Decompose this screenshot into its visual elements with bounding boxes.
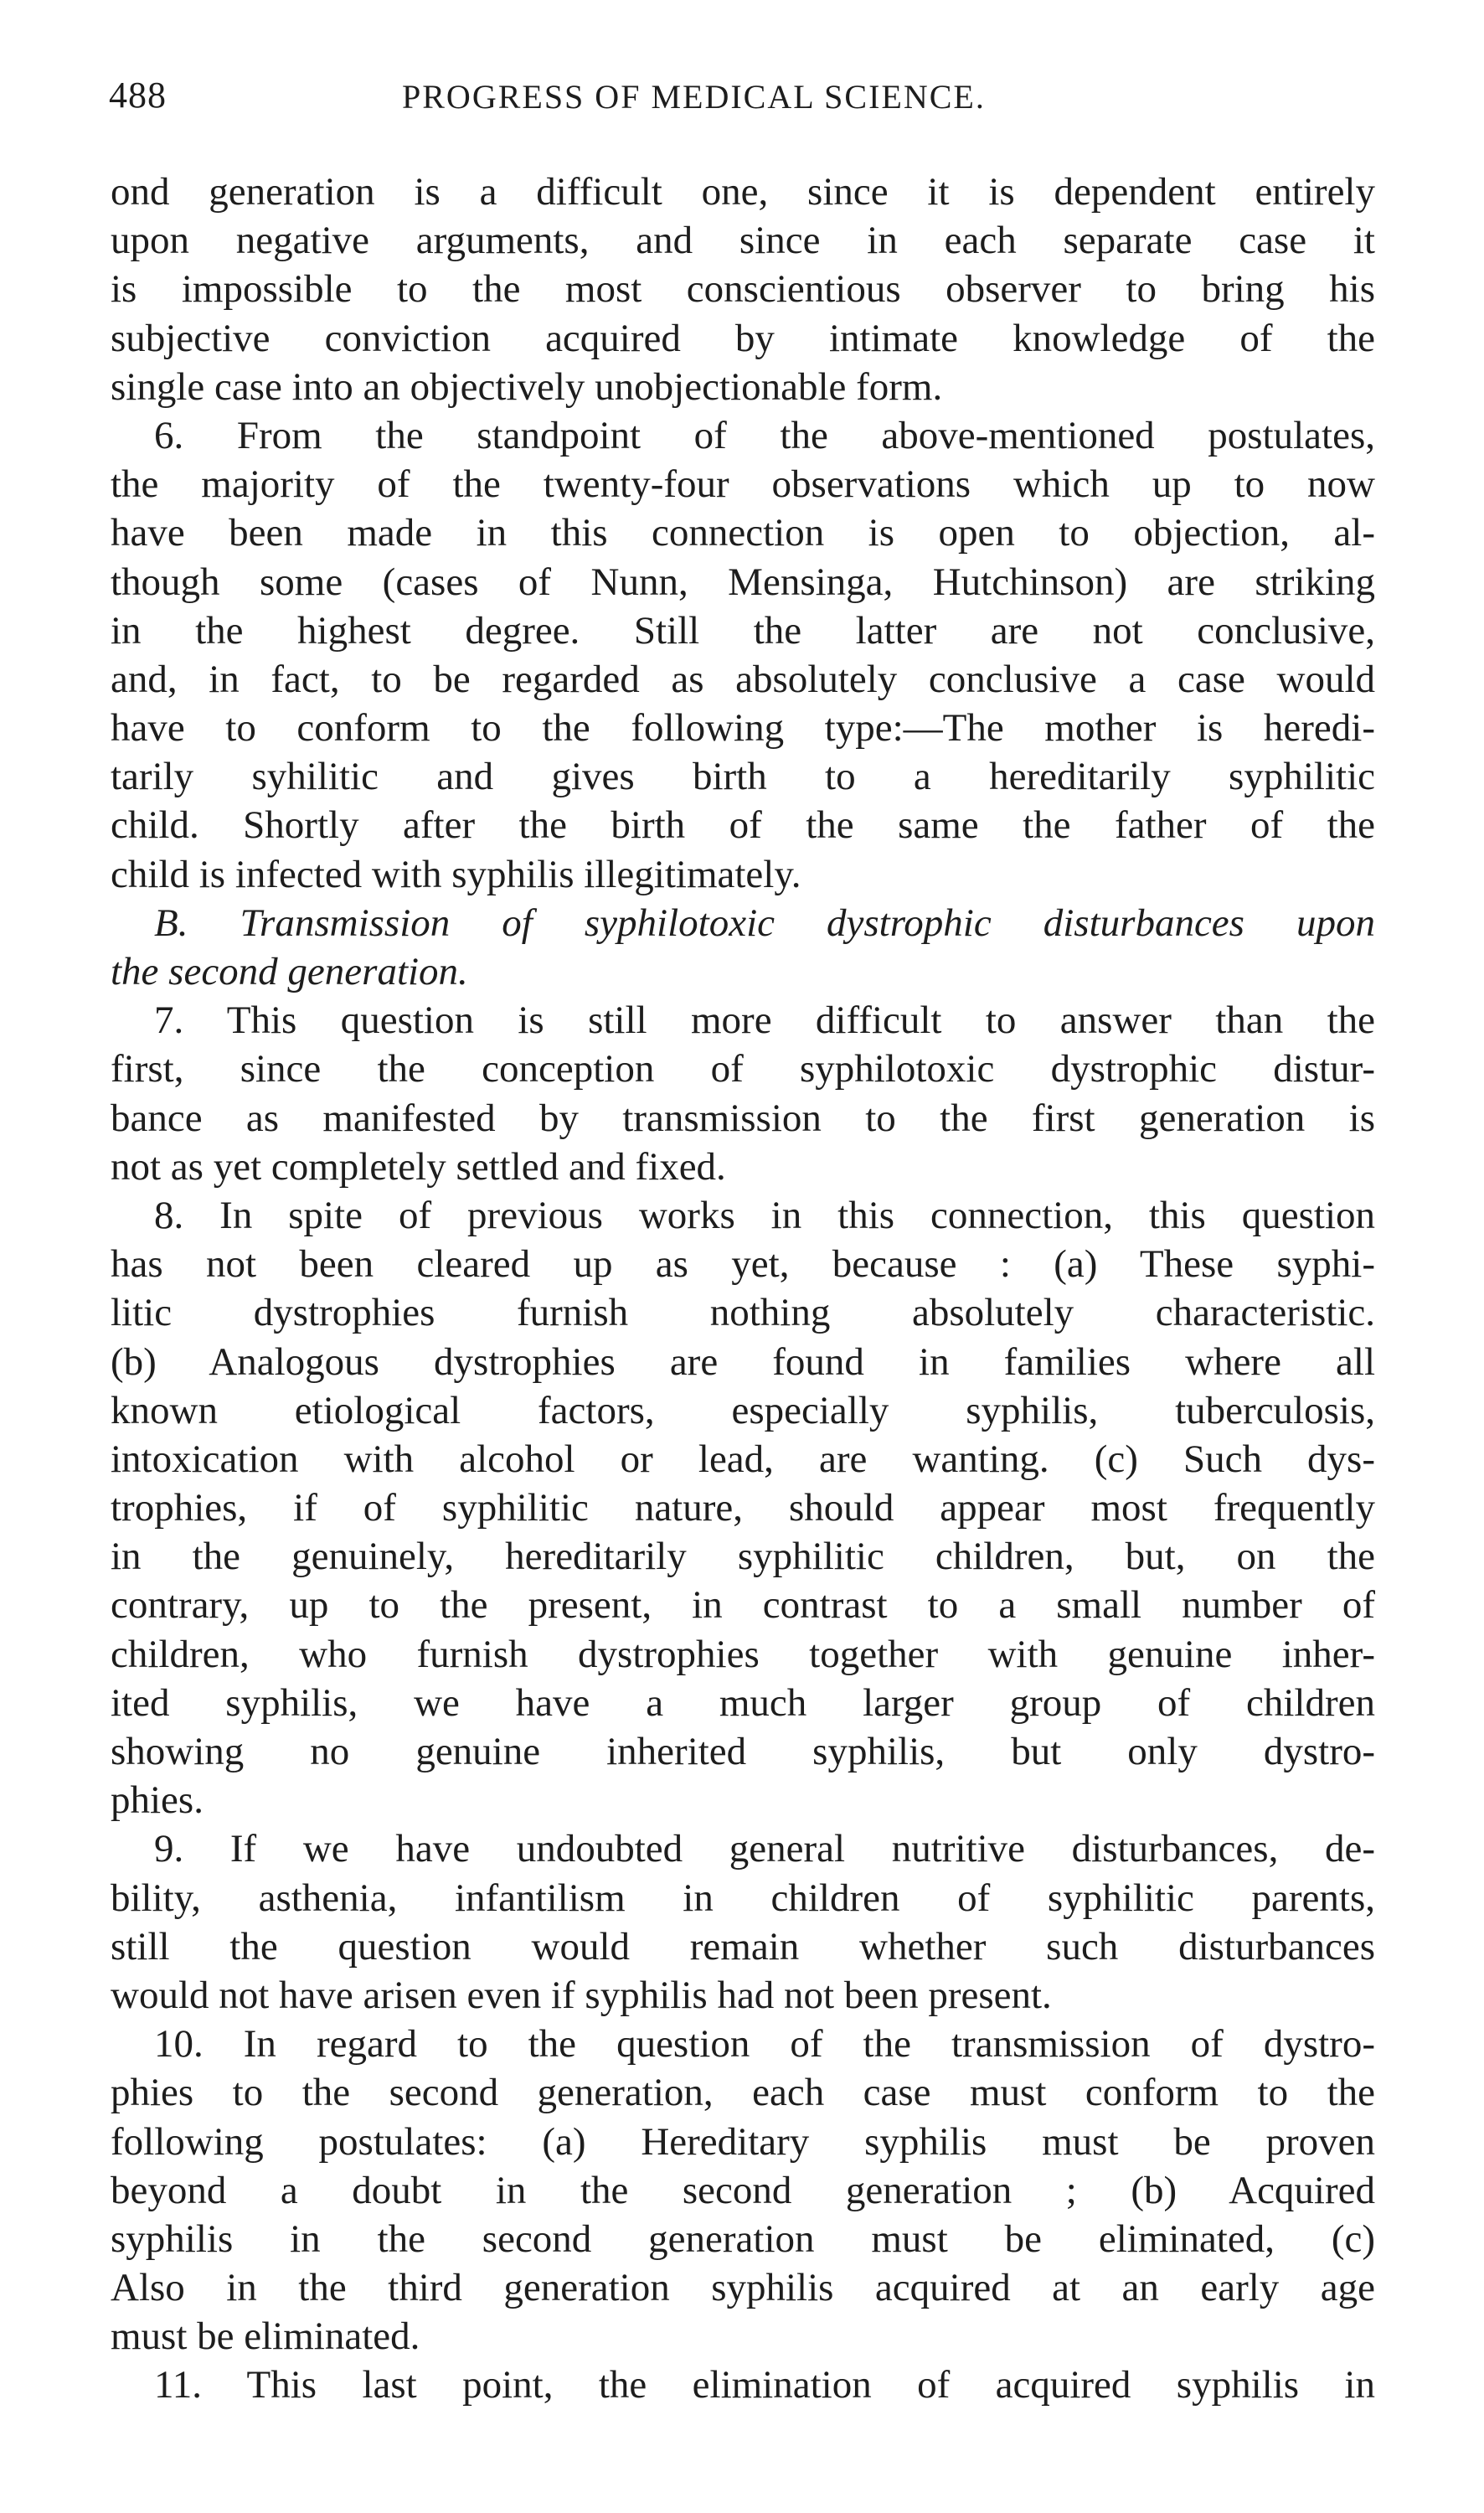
text-line: in the genuinely, hereditarily syphilitic children, but, on the — [111, 1535, 1375, 1579]
paragraph-6-start: 6. From the standpoint of the above-mentioned postulates, — [154, 413, 1375, 457]
text-line: bance as manifested by transmission to the first generation is — [111, 1096, 1375, 1140]
text-line: first, since the conception of syphilotoxic dystrophic distur- — [111, 1047, 1375, 1091]
text-line: following postulates: (a) Hereditary syphilis must be proven — [111, 2119, 1375, 2164]
paragraph-9-start: 9. If we have undoubted general nutritive disturbances, de- — [154, 1827, 1375, 1871]
paragraph-10-start: 10. In regard to the question of the transmission of dystro- — [154, 2022, 1375, 2067]
text-line: in the highest degree. Still the latter are not conclusive, — [111, 608, 1375, 653]
running-head — [109, 74, 1390, 124]
text-line: ited syphilis, we have a much larger group of children — [111, 1680, 1375, 1725]
text-line: would not have arisen even if syphilis had not been present. — [111, 1973, 1052, 2017]
text-line: intoxication with alcohol or lead, are wanting. (c) Such dys- — [111, 1437, 1375, 1481]
text-line: the majority of the twenty-four observations which up to now — [111, 462, 1375, 507]
text-line: litic dystrophies furnish nothing absolutely characteristic. — [111, 1291, 1375, 1335]
text-line: have been made in this connection is open to objection, al- — [111, 511, 1375, 555]
text-line: still the question would remain whether such disturbances — [111, 1924, 1375, 1969]
text-line: is impossible to the most conscientious observer to bring his — [111, 267, 1375, 312]
text-line: beyond a doubt in the second generation ; (b) Acquired — [111, 2168, 1375, 2212]
text-line: upon negative arguments, and since in each separate case it — [111, 219, 1375, 263]
text-line: and, in fact, to be regarded as absolutely conclusive a case would — [111, 657, 1375, 701]
text-line: subjective conviction acquired by intimate knowledge of the — [111, 316, 1375, 360]
text-line: though some (cases of Nunn, Mensinga, Hutchinson) are striking — [111, 560, 1375, 604]
paragraph-11-start: 11. This last point, the elimination of acquired syphilis in — [154, 2363, 1375, 2407]
running-title: PROGRESS OF MEDICAL SCIENCE. — [402, 78, 986, 116]
text-line: has not been cleared up as yet, because : (a) These syphi- — [111, 1242, 1375, 1287]
text-line: syphilis in the second generation must be eliminated, (c) — [111, 2216, 1375, 2261]
text-line: have to conform to the following type:—The mother is heredi- — [111, 706, 1375, 751]
text-line: tarily syhilitic and gives birth to a hereditarily syphilitic — [111, 755, 1375, 799]
text-line: bility, asthenia, infantilism in children of syphilitic parents, — [111, 1876, 1375, 1920]
text-line: ond generation is a difficult one, since it is dependent entirely — [111, 170, 1375, 214]
section-heading-b: B. Transmission of syphilotoxic dystrophic disturbances upon — [154, 900, 1375, 945]
text-line: trophies, if of syphilitic nature, should appear most frequently — [111, 1486, 1375, 1530]
text-line: not as yet completely settled and fixed. — [111, 1144, 726, 1189]
text-line: child is infected with syphilis illegitimately. — [111, 852, 801, 896]
text-line: children, who furnish dystrophies together with genuine inher- — [111, 1632, 1375, 1676]
section-heading-b-cont: the second generation. — [111, 950, 468, 993]
paragraph-7-start: 7. This question is still more difficult to answer than the — [154, 998, 1375, 1043]
text-line: (b) Analogous dystrophies are found in families where all — [111, 1339, 1375, 1384]
text-line: must be eliminated. — [111, 2314, 420, 2359]
text-line: contrary, up to the present, in contrast to a small number of — [111, 1583, 1375, 1628]
text-line: showing no genuine inherited syphilis, but only dystro- — [111, 1730, 1375, 1773]
text-line: phies to the second generation, each case must conform to the — [111, 2071, 1375, 2115]
text-line: Also in the third generation syphilis acquired at an early age — [111, 2266, 1375, 2310]
text-line: known etiological factors, especially syphilis, tuberculosis, — [111, 1388, 1375, 1432]
body-text — [111, 168, 1375, 2410]
page-number: 488 — [109, 75, 167, 116]
text-line: phies. — [111, 1778, 204, 1823]
text-line: child. Shortly after the birth of the same the father of the — [111, 803, 1375, 848]
text-line: single case into an objectively unobjectionable form. — [111, 364, 943, 409]
paragraph-8-start: 8. In spite of previous works in this connection, this question — [154, 1193, 1375, 1237]
